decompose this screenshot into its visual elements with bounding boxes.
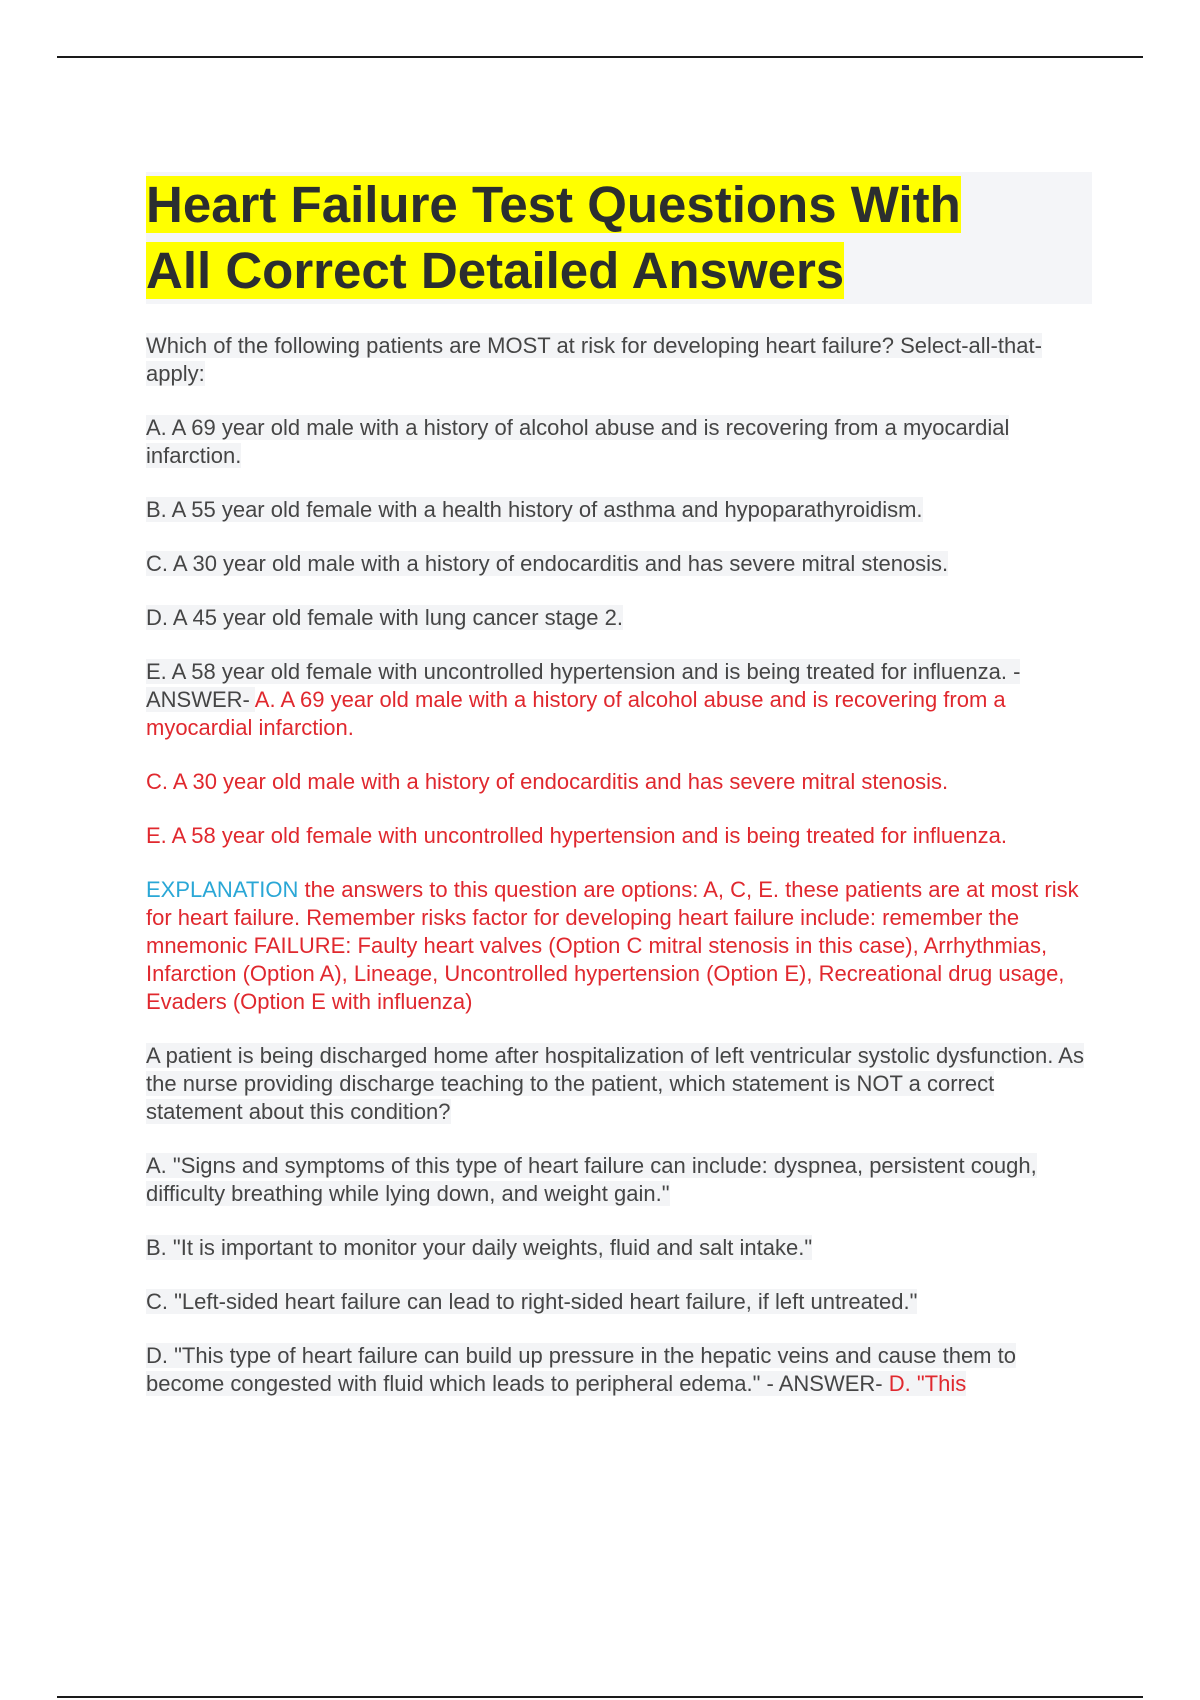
question-2-option-c: C. "Left-sided heart failure can lead to right-sided heart failure, if left untreated." [146,1289,918,1314]
question-2-option-d: D. "This type of heart failure can build up pressure in the hepatic veins and cause them to become congested with fluid which leads to peripheral edema." - ANSWER- D. "This [146,1343,1016,1396]
title-line-1: Heart Failure Test Questions With [146,176,961,233]
question-1-answer-c: C. A 30 year old male with a history of endocarditis and has severe mitral stenosis. [146,769,949,794]
page-title [146,172,1092,304]
question-1-option-d: D. A 45 year old female with lung cancer stage 2. [146,605,623,630]
top-rule [57,56,1143,58]
bottom-rule [57,1696,1143,1698]
explanation-text: the answers to this question are options: A, C, E. these patients are at most risk for heart failure. Remember risks factor for developing heart failure include: remember the mnemonic FAILURE: Faulty heart valves (Option C mitral stenosis in this case), Arrhythmias, Infarction (Option A), Lineage, Uncontrolled hypertension (Option E), Recreational drug usage, Evaders (Option E with influenza) [146,877,1079,1014]
question-1-stem: Which of the following patients are MOST at risk for developing heart failure? Select-all-that-apply: [146,333,1042,386]
document-body [146,172,1092,1424]
title-block [146,172,1092,304]
question-1-answer-e: E. A 58 year old female with uncontrolled hypertension and is being treated for influenza. [146,823,1007,848]
question-2-stem: A patient is being discharged home after hospitalization of left ventricular systolic dysfunction. As the nurse providing discharge teaching to the patient, which statement is NOT a correct statement about this condition? [146,1043,1084,1124]
question-2-answer-d: D. "This [888,1371,967,1396]
question-1-option-a: A. A 69 year old male with a history of alcohol abuse and is recovering from a myocardial infarction. [146,415,1010,468]
question-1-explanation [146,876,1092,1016]
question-1-answer-a: A. A 69 year old male with a history of alcohol abuse and is recovering from a myocardial infarction. [146,687,1006,740]
question-1-option-b: B. A 55 year old female with a health history of asthma and hypoparathyroidism. [146,497,923,522]
question-1-option-c: C. A 30 year old male with a history of endocarditis and has severe mitral stenosis. [146,551,949,576]
question-1-option-e: E. A 58 year old female with uncontrolled hypertension and is being treated for influenza. - ANSWER- A. A 69 year old male with a history of alcohol abuse and is recovering from a myocardial infarction. [146,659,1021,740]
explanation-label: EXPLANATION [146,877,299,902]
question-2-option-a: A. "Signs and symptoms of this type of heart failure can include: dyspnea, persistent cough, difficulty breathing while lying down, and weight gain." [146,1153,1037,1206]
title-line-2: All Correct Detailed Answers [146,242,845,299]
question-2-option-b: B. "It is important to monitor your daily weights, fluid and salt intake." [146,1235,813,1260]
